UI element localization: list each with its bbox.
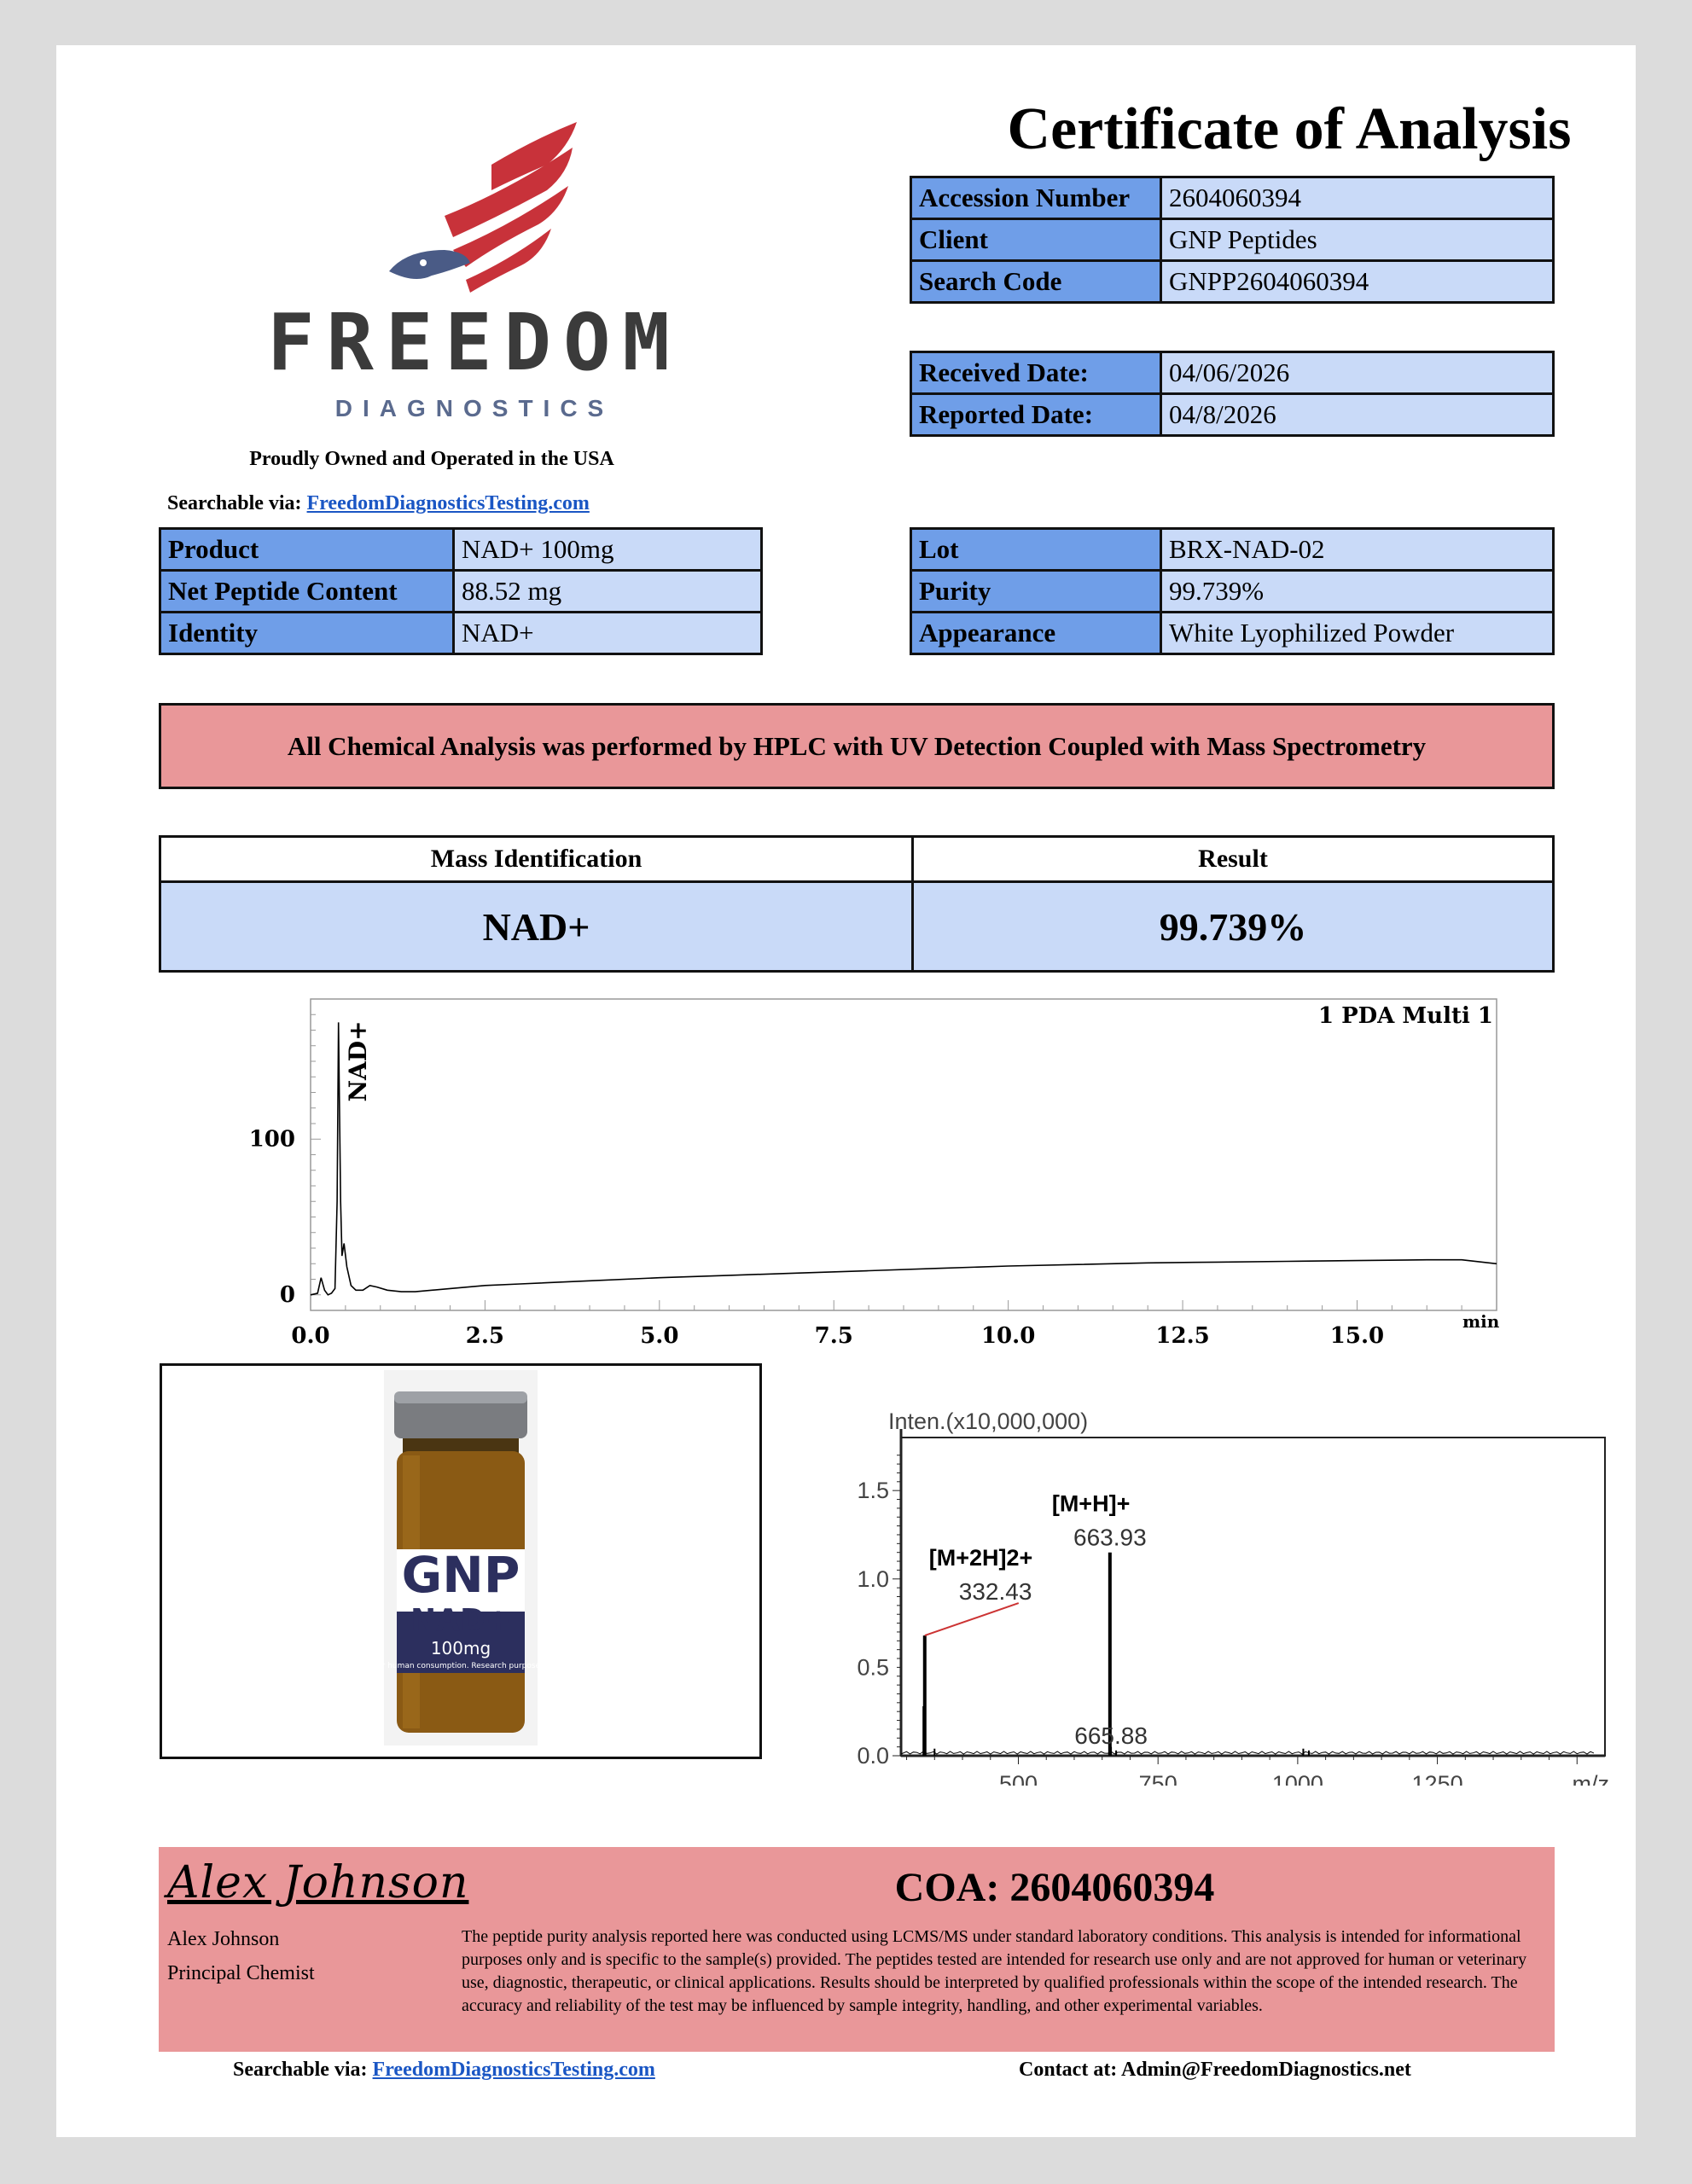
vial-product: NAD+: [410, 1603, 512, 1638]
x-tick-label: 2.5: [465, 1323, 505, 1349]
accession-table: [910, 176, 1555, 304]
peak-value-label: 663.93: [1073, 1524, 1147, 1551]
x-tick-label: 7.5: [814, 1323, 853, 1349]
x-tick-label: 1250: [1411, 1771, 1463, 1786]
peak-label: NAD+: [344, 1020, 373, 1102]
lot-table: [910, 527, 1555, 655]
dates-table: [910, 351, 1555, 437]
table-row: [911, 219, 1554, 261]
received-date-value: 04/06/2026: [1161, 352, 1554, 394]
peak-value-label: 665.88: [1074, 1722, 1148, 1749]
client-value: GNP Peptides: [1161, 219, 1554, 261]
chromatogram-svg: [159, 997, 1592, 1407]
x-axis-label: m/z: [1572, 1771, 1609, 1786]
vial-dose: 100mg: [430, 1638, 491, 1658]
peak-ion-label: [M+H]+: [1051, 1490, 1131, 1517]
logo-wordmark: FREEDOM: [267, 297, 682, 388]
searchable-label: Searchable via:: [233, 2059, 368, 2081]
product-table: [159, 527, 763, 655]
identity-label: Identity: [160, 613, 454, 654]
x-tick-label: 15.0: [1329, 1323, 1385, 1349]
table-row: [160, 613, 762, 654]
searchable-label: Searchable via:: [167, 492, 302, 514]
purity-label: Purity: [911, 571, 1161, 613]
product-value: NAD+ 100mg: [454, 529, 762, 571]
x-tick-label: 5.0: [640, 1323, 679, 1349]
appearance-label: Appearance: [911, 613, 1161, 654]
received-date-label: Received Date:: [911, 352, 1161, 394]
appearance-value: White Lyophilized Powder: [1161, 613, 1554, 654]
eagle-flag-logo-icon: [210, 122, 739, 446]
table-row: [160, 882, 1554, 972]
y-tick-label: 0.5: [857, 1654, 889, 1681]
y-tick-label: 100: [248, 1126, 295, 1153]
x-tick-label: 12.5: [1155, 1323, 1210, 1349]
lot-value: BRX-NAD-02: [1161, 529, 1554, 571]
accession-number-value: 2604060394: [1161, 177, 1554, 219]
chemist-title: Principal Chemist: [167, 1962, 315, 1984]
table-row: [911, 394, 1554, 436]
spectrum-baseline: [901, 1751, 1594, 1754]
table-row: [911, 177, 1554, 219]
certificate-page: [56, 45, 1636, 2137]
logo-subword: DIAGNOSTICS: [334, 395, 614, 421]
table-row: [911, 261, 1554, 303]
contact-info: [1019, 2059, 1411, 2082]
signature: Alex Johnson: [167, 1857, 469, 1908]
search-code-label: Search Code: [911, 261, 1161, 303]
coa-number: COA: 2604060394: [894, 1865, 1215, 1910]
vial-photo: [162, 1366, 759, 1757]
chromatogram-frame: [311, 999, 1497, 1310]
table-row: [160, 571, 762, 613]
table-row: [911, 352, 1554, 394]
annotation-leader: [925, 1603, 1019, 1635]
chromatogram-trace: [311, 1022, 1497, 1294]
product-photo-frame: [160, 1363, 762, 1759]
mass-spectrum-svg: [773, 1359, 1618, 1786]
signature-footer: [159, 1847, 1555, 2052]
table-row: [911, 529, 1554, 571]
mass-identification-value: NAD+: [160, 882, 913, 972]
disclaimer-text: The peptide purity analysis reported here was conducted using LCMS/MS under standard laboratory conditions. This analysis is intended for informational purposes only and is specific to the sample(s) provided. The peptides tested are intended for research use only and are not approved for human or veterinary use, diagnostic, therapeutic, or clinical applications. Results should be interpreted by qualified professionals within the scope of the intended research. The accuracy and reliability of the test may be influenced by sample integrity, handling, and other experimental variables.: [462, 1927, 1527, 2015]
searchable-via-top: [167, 492, 590, 515]
lot-label: Lot: [911, 529, 1161, 571]
x-axis-label: min: [1462, 1311, 1500, 1332]
y-tick-label: 0.0: [857, 1743, 889, 1769]
y-tick-label: 0: [279, 1281, 295, 1308]
reported-date-label: Reported Date:: [911, 394, 1161, 436]
freedom-diagnostics-logo: [210, 122, 739, 446]
y-tick-label: 1.0: [857, 1565, 889, 1592]
net-peptide-content-label: Net Peptide Content: [160, 571, 454, 613]
result-header: Result: [913, 837, 1554, 882]
website-link-bottom[interactable]: FreedomDiagnosticsTesting.com: [372, 2059, 655, 2081]
y-tick-label: 1.5: [857, 1478, 889, 1504]
identity-value: NAD+: [454, 613, 762, 654]
table-row: [911, 613, 1554, 654]
analysis-method-banner: All Chemical Analysis was performed by HPLC with UV Detection Coupled with Mass Spectrometry: [159, 703, 1555, 789]
purity-value: 99.739%: [1161, 571, 1554, 613]
x-tick-label: 0.0: [291, 1323, 330, 1349]
reported-date-value: 04/8/2026: [1161, 394, 1554, 436]
x-tick-label: 10.0: [980, 1323, 1036, 1349]
chemist-name: Alex Johnson: [167, 1928, 280, 1950]
searchable-via-bottom: [233, 2059, 655, 2082]
page-title: Certificate of Analysis: [1007, 96, 1572, 162]
client-label: Client: [911, 219, 1161, 261]
table-row: [160, 529, 762, 571]
x-tick-label: 750: [1138, 1771, 1177, 1786]
product-label: Product: [160, 529, 454, 571]
series-legend-label: 1 PDA Multi 1: [1317, 1003, 1493, 1029]
accession-number-label: Accession Number: [911, 177, 1161, 219]
result-value: 99.739%: [913, 882, 1554, 972]
vial-fineprint: Not for human consumption. Research purposes only: [358, 1662, 563, 1670]
x-tick-label: 1000: [1271, 1771, 1323, 1786]
website-link-top[interactable]: FreedomDiagnosticsTesting.com: [306, 492, 590, 514]
mass-spectrum-chart: [773, 1359, 1618, 1786]
chromatogram-chart: [159, 997, 1592, 1407]
contact-label: Contact at:: [1019, 2059, 1118, 2081]
table-row: [160, 837, 1554, 882]
search-code-value: GNPP2604060394: [1161, 261, 1554, 303]
mass-identification-table: [159, 835, 1555, 973]
peak-value-label: 332.43: [958, 1578, 1032, 1606]
contact-email[interactable]: Admin@FreedomDiagnostics.net: [1121, 2059, 1411, 2081]
x-tick-label: 500: [998, 1771, 1038, 1786]
peak-ion-label: [M+2H]2+: [928, 1545, 1033, 1571]
tagline: Proudly Owned and Operated in the USA: [249, 448, 614, 470]
table-row: [911, 571, 1554, 613]
net-peptide-content-value: 88.52 mg: [454, 571, 762, 613]
mass-identification-header: Mass Identification: [160, 837, 913, 882]
vial-brand: GNP: [401, 1546, 520, 1604]
y-axis-label: Inten.(x10,000,000): [888, 1409, 1089, 1434]
